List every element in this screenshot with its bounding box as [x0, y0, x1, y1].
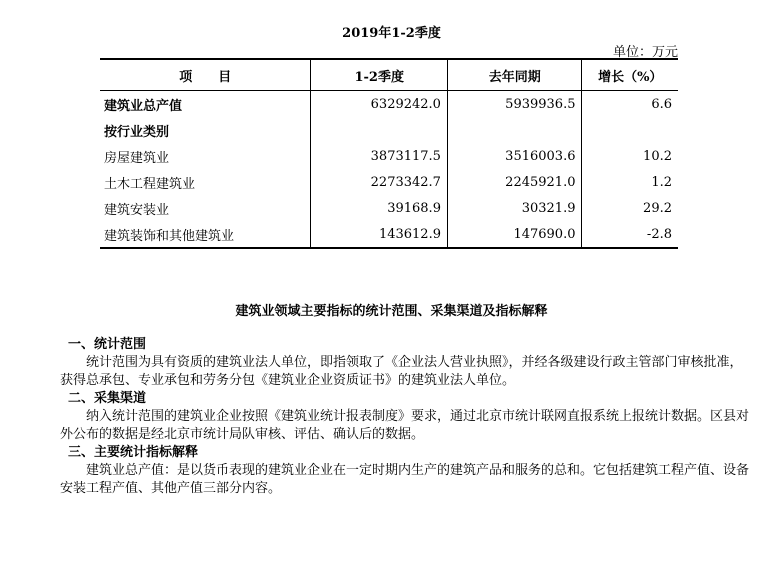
table-row [100, 91, 678, 118]
row-current: 2273342.7 [311, 169, 448, 195]
row-previous: 5939936.5 [447, 91, 582, 118]
row-previous: 30321.9 [447, 195, 582, 221]
row-current: 39168.9 [311, 195, 448, 221]
header-growth: 增长（%） [582, 59, 678, 91]
row-item: 土木工程建筑业 [104, 176, 196, 192]
table-row [100, 169, 678, 195]
row-item: 建筑安装业 [104, 202, 170, 218]
section-heading-channel: 二、采集渠道 [68, 391, 147, 406]
unit-label: 单位：万元 [612, 45, 678, 60]
period-title: 2019年1-2季度 [342, 26, 441, 41]
row-growth: 10.2 [582, 143, 678, 169]
section-title: 建筑业领域主要指标的统计范围、采集渠道及指标解释 [235, 304, 548, 319]
row-growth [582, 117, 678, 143]
row-previous: 3516003.6 [447, 143, 582, 169]
row-current: 6329242.0 [311, 91, 448, 118]
header-previous: 去年同期 [447, 59, 582, 91]
row-growth: -2.8 [582, 221, 678, 248]
row-current [311, 117, 448, 143]
row-previous: 2245921.0 [447, 169, 582, 195]
row-growth: 6.6 [582, 91, 678, 118]
explanation-body [60, 336, 750, 498]
section-text-scope: 统计范围为具有资质的建筑业法人单位，即指领取了《企业法人营业执照》，并经各级建设行政主管部门审核批准，获得总承包、专业承包和劳务分包《建筑业企业资质证书》的建筑业法人单位。 [60, 355, 743, 388]
row-item: 按行业类别 [104, 124, 170, 140]
section-heading-scope: 一、统计范围 [68, 337, 147, 352]
section-heading-indicators: 三、主要统计指标解释 [68, 445, 199, 460]
table-row [100, 221, 678, 248]
row-item: 建筑装饰和其他建筑业 [100, 221, 311, 248]
row-item: 房屋建筑业 [104, 150, 170, 166]
table-header-row [100, 59, 678, 91]
header-current: 1-2季度 [311, 59, 448, 91]
row-previous: 147690.0 [447, 221, 582, 248]
row-item: 建筑业总产值 [104, 98, 183, 114]
row-current: 143612.9 [311, 221, 448, 248]
statistics-table [100, 58, 678, 249]
section-text-channel: 纳入统计范围的建筑业企业按照《建筑业统计报表制度》要求，通过北京市统计联网直报系统上报统计数据。区县对外公布的数据是经北京市统计局队审核、评估、确认后的数据。 [60, 409, 750, 442]
table-row [100, 117, 678, 143]
row-previous [447, 117, 582, 143]
table-row [100, 143, 678, 169]
row-growth: 29.2 [582, 195, 678, 221]
row-current: 3873117.5 [311, 143, 448, 169]
row-growth: 1.2 [582, 169, 678, 195]
section-text-indicators: 建筑业总产值：是以货币表现的建筑业企业在一定时期内生产的建筑产品和服务的总和。它包括建筑工程产值、设备安装工程产值、其他产值三部分内容。 [60, 463, 750, 496]
table-row [100, 195, 678, 221]
header-item: 项 目 [100, 59, 311, 91]
